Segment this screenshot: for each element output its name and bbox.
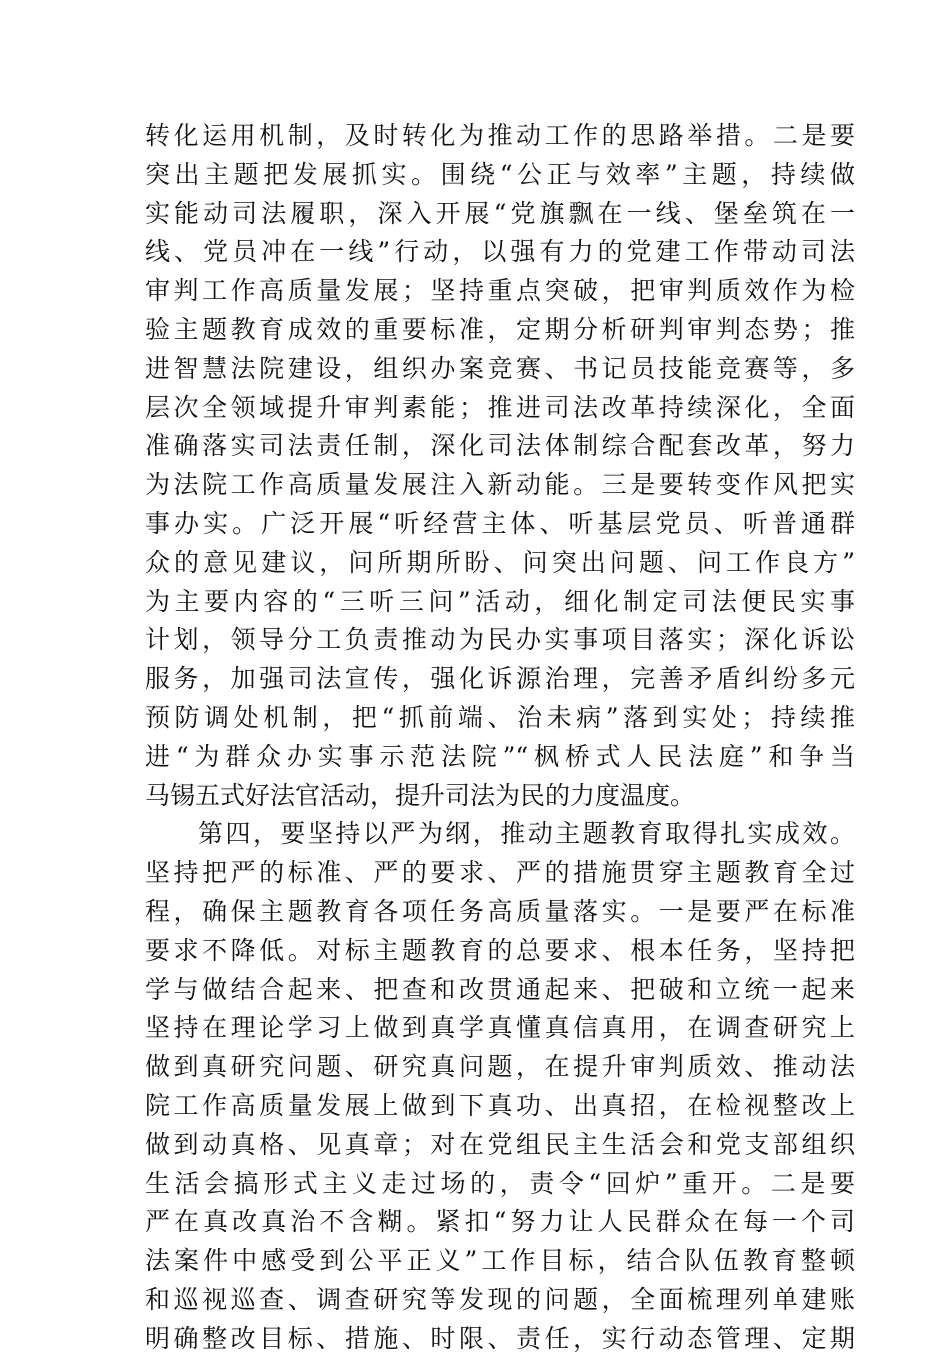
text-line: 法案件中感受到公平正义”工作目标，结合队伍教育整顿 bbox=[145, 1246, 855, 1276]
text-line: 转化运用机制，及时转化为推动工作的思路举措。二是要 bbox=[145, 121, 855, 150]
text-line: 和巡视巡查、调查研究等发现的问题，全面梳理列单建账 bbox=[145, 1284, 855, 1314]
text-line: 做到真研究问题、研究真问题，在提升审判质效、推动法 bbox=[145, 1052, 855, 1082]
text-line: 审判工作高质量发展；坚持重点突破，把审判质效作为检 bbox=[145, 276, 855, 306]
text-line: 众的意见建议，问所期所盼、问突出问题、问工作良方” bbox=[145, 547, 855, 577]
paragraph-end-line: 马锡五式好法官活动，提升司法为民的力度温度。 bbox=[145, 780, 696, 810]
text-line: 明确整改目标、措施、时限、责任，实行动态管理、定期 bbox=[145, 1323, 855, 1353]
text-line: 事办实。广泛开展“听经营主体、听基层党员、听普通群 bbox=[145, 508, 855, 538]
text-line: 服务，加强司法宣传，强化诉源治理，完善矛盾纠纷多元 bbox=[145, 664, 855, 694]
text-line: 生活会搞形式主义走过场的，责令“回炉”重开。二是要 bbox=[145, 1168, 855, 1198]
body-text bbox=[145, 117, 855, 1359]
text-line: 做到动真格、见真章；对在党组民主生活会和党支部组织 bbox=[145, 1129, 855, 1159]
text-line: 为主要内容的“三听三问”活动，细化制定司法便民实事 bbox=[145, 586, 855, 616]
text-line: 突出主题把发展抓实。围绕“公正与效率”主题，持续做 bbox=[145, 159, 855, 189]
text-line: 进智慧法院建设，组织办案竞赛、书记员技能竞赛等，多 bbox=[145, 353, 855, 383]
text-line: 验主题教育成效的重要标准，定期分析研判审判态势；推 bbox=[145, 314, 855, 344]
text-line: 坚持把严的标准、严的要求、严的措施贯穿主题教育全过 bbox=[145, 858, 855, 888]
text-line: 坚持在理论学习上做到真学真懂真信真用，在调查研究上 bbox=[145, 1013, 855, 1043]
text-line: 进“为群众办实事示范法院”“枫桥式人民法庭”和争当 bbox=[145, 741, 855, 771]
text-line: 学与做结合起来、把查和改贯通起来、把破和立统一起来 bbox=[145, 974, 855, 1004]
paragraph-first-line: 第四，要坚持以严为纲，推动主题教育取得扎实成效。 bbox=[198, 819, 855, 849]
text-line: 要求不降低。对标主题教育的总要求、根本任务，坚持把 bbox=[145, 935, 855, 965]
text-line: 预防调处机制，把“抓前端、治未病”落到实处；持续推 bbox=[145, 702, 855, 732]
text-line: 计划，领导分工负责推动为民办实事项目落实；深化诉讼 bbox=[145, 625, 855, 655]
text-line: 为法院工作高质量发展注入新动能。三是要转变作风把实 bbox=[145, 470, 855, 500]
text-line: 程，确保主题教育各项任务高质量落实。一是要严在标准 bbox=[145, 896, 855, 926]
text-line: 严在真改真治不含糊。紧扣“努力让人民群众在每一个司 bbox=[145, 1207, 855, 1237]
text-line: 实能动司法履职，深入开展“党旗飘在一线、堡垒筑在一 bbox=[145, 198, 855, 228]
text-line: 层次全领域提升审判素能；推进司法改革持续深化，全面 bbox=[145, 392, 855, 422]
text-line: 院工作高质量发展上做到下真功、出真招，在检视整改上 bbox=[145, 1090, 855, 1120]
text-line: 准确落实司法责任制，深化司法体制综合配套改革，努力 bbox=[145, 431, 855, 461]
text-line: 线、党员冲在一线”行动，以强有力的党建工作带动司法 bbox=[145, 237, 855, 267]
